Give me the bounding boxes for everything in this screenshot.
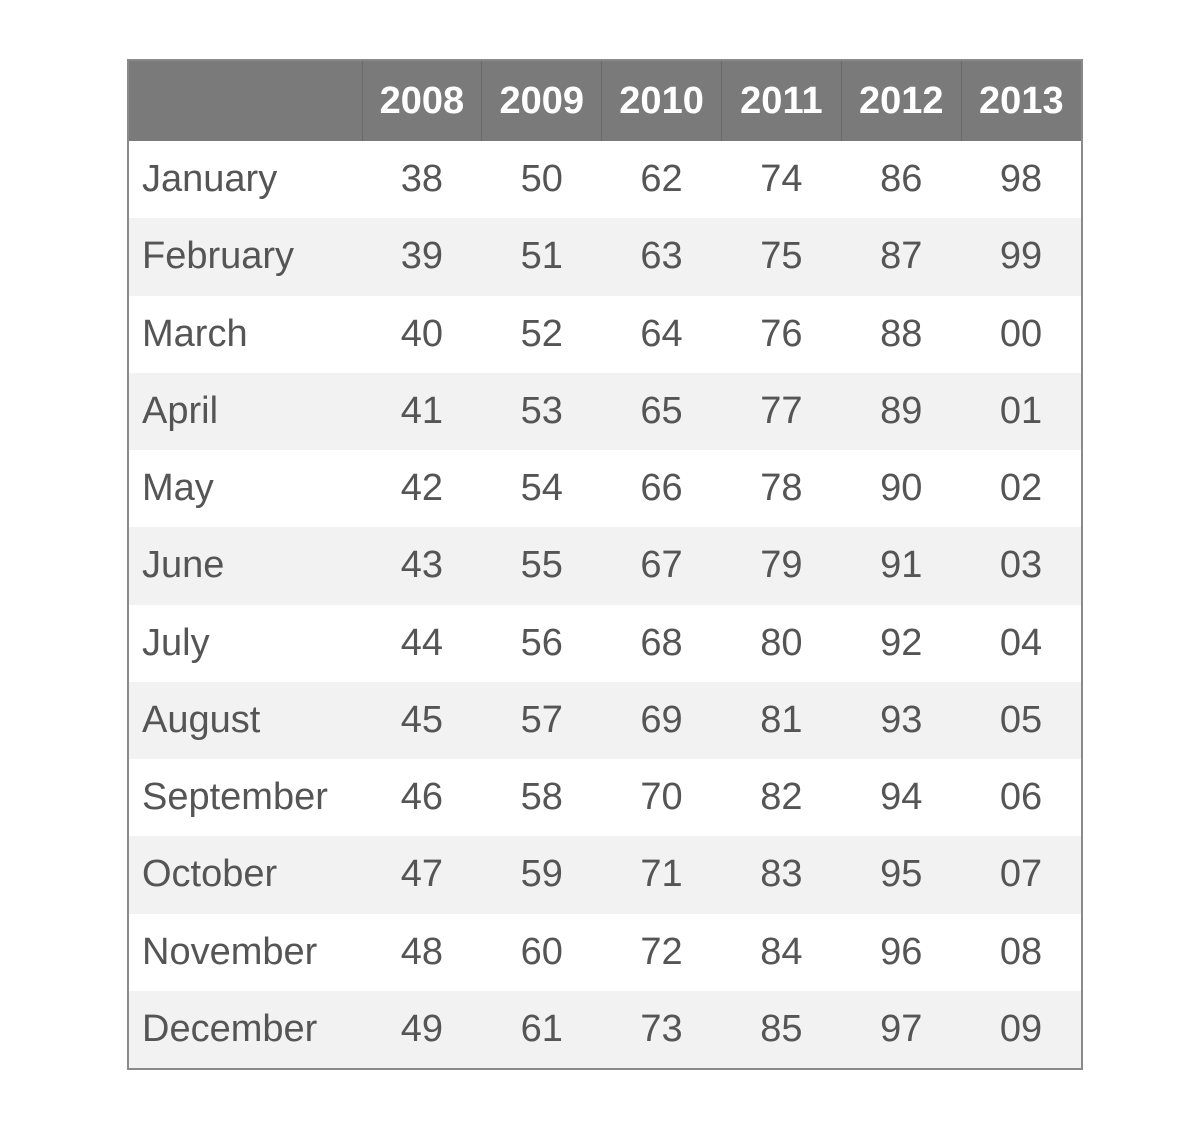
month-cell: December	[142, 1007, 318, 1050]
value-cell: 60	[520, 930, 563, 973]
value-cell: 05	[999, 698, 1043, 741]
table-row	[129, 836, 1081, 913]
value-cell: 73	[640, 1007, 683, 1050]
value-cell: 72	[640, 930, 683, 973]
value-cell: 70	[640, 776, 683, 819]
value-cell: 02	[999, 467, 1043, 510]
month-cell: January	[142, 158, 278, 201]
value-cell: 50	[520, 158, 563, 201]
table-row	[129, 991, 1081, 1068]
value-cell: 68	[640, 621, 683, 664]
value-cell: 87	[880, 235, 923, 278]
table-header-row	[129, 61, 1081, 141]
value-cell: 77	[760, 389, 803, 432]
value-cell: 41	[400, 389, 444, 432]
table-row	[129, 682, 1081, 759]
value-cell: 40	[400, 312, 444, 355]
value-cell: 59	[520, 853, 563, 896]
value-cell: 62	[640, 158, 683, 201]
value-cell: 54	[520, 467, 563, 510]
value-cell: 82	[760, 776, 803, 819]
value-cell: 84	[760, 930, 803, 973]
value-cell: 81	[760, 698, 803, 741]
month-cell: October	[142, 853, 278, 896]
header-cell-year: 2009	[482, 61, 602, 141]
header-cell-year: 2013	[961, 61, 1081, 141]
table-row	[129, 450, 1081, 527]
value-cell: 92	[880, 621, 923, 664]
value-cell: 06	[999, 776, 1043, 819]
value-cell: 71	[640, 853, 683, 896]
table-row	[129, 759, 1081, 836]
value-cell: 45	[400, 698, 444, 741]
value-cell: 69	[640, 698, 683, 741]
month-cell: April	[142, 389, 219, 432]
value-cell: 08	[999, 930, 1043, 973]
value-cell: 47	[400, 853, 444, 896]
value-cell: 42	[400, 467, 444, 510]
data-table-frame	[127, 59, 1083, 1070]
table-row	[129, 296, 1081, 373]
table-row	[129, 914, 1081, 991]
value-cell: 97	[880, 1007, 923, 1050]
value-cell: 86	[880, 158, 923, 201]
table-row	[129, 373, 1081, 450]
value-cell: 64	[640, 312, 683, 355]
header-cell-year: 2011	[721, 61, 841, 141]
data-table	[129, 61, 1081, 1068]
value-cell: 78	[760, 467, 803, 510]
value-cell: 89	[880, 389, 923, 432]
value-cell: 76	[760, 312, 803, 355]
table-row	[129, 605, 1081, 682]
value-cell: 80	[760, 621, 803, 664]
month-cell: July	[142, 621, 210, 664]
table-row	[129, 141, 1081, 218]
value-cell: 98	[999, 158, 1043, 201]
value-cell: 46	[400, 776, 444, 819]
month-cell: May	[142, 467, 214, 510]
value-cell: 95	[880, 853, 923, 896]
month-cell: February	[142, 235, 295, 278]
table-row	[129, 218, 1081, 295]
value-cell: 01	[999, 389, 1043, 432]
value-cell: 39	[400, 235, 444, 278]
month-cell: June	[142, 544, 225, 587]
value-cell: 48	[400, 930, 444, 973]
value-cell: 88	[880, 312, 923, 355]
value-cell: 79	[760, 544, 803, 587]
header-cell-year: 2010	[602, 61, 722, 141]
value-cell: 43	[400, 544, 444, 587]
value-cell: 91	[880, 544, 923, 587]
value-cell: 93	[880, 698, 923, 741]
value-cell: 38	[400, 158, 444, 201]
header-cell-year: 2012	[841, 61, 961, 141]
value-cell: 52	[520, 312, 563, 355]
value-cell: 03	[999, 544, 1043, 587]
header-cell-year: 2008	[362, 61, 482, 141]
value-cell: 83	[760, 853, 803, 896]
value-cell: 58	[520, 776, 563, 819]
value-cell: 65	[640, 389, 683, 432]
value-cell: 96	[880, 930, 923, 973]
value-cell: 09	[999, 1007, 1043, 1050]
value-cell: 90	[880, 467, 923, 510]
month-cell: September	[142, 776, 328, 819]
table-body	[129, 141, 1081, 1068]
value-cell: 49	[400, 1007, 444, 1050]
month-cell: March	[142, 312, 248, 355]
table-row	[129, 527, 1081, 604]
value-cell: 75	[760, 235, 803, 278]
value-cell: 61	[520, 1007, 563, 1050]
value-cell: 56	[520, 621, 563, 664]
value-cell: 51	[520, 235, 563, 278]
value-cell: 07	[999, 853, 1043, 896]
month-cell: August	[142, 698, 261, 741]
value-cell: 04	[999, 621, 1043, 664]
value-cell: 55	[520, 544, 563, 587]
value-cell: 74	[760, 158, 803, 201]
value-cell: 99	[999, 235, 1043, 278]
value-cell: 57	[520, 698, 563, 741]
month-cell: November	[142, 930, 318, 973]
value-cell: 66	[640, 467, 683, 510]
value-cell: 67	[640, 544, 683, 587]
value-cell: 85	[760, 1007, 803, 1050]
value-cell: 63	[640, 235, 683, 278]
value-cell: 00	[999, 312, 1043, 355]
header-cell-blank	[129, 61, 362, 141]
value-cell: 53	[520, 389, 563, 432]
value-cell: 94	[880, 776, 923, 819]
value-cell: 44	[400, 621, 444, 664]
